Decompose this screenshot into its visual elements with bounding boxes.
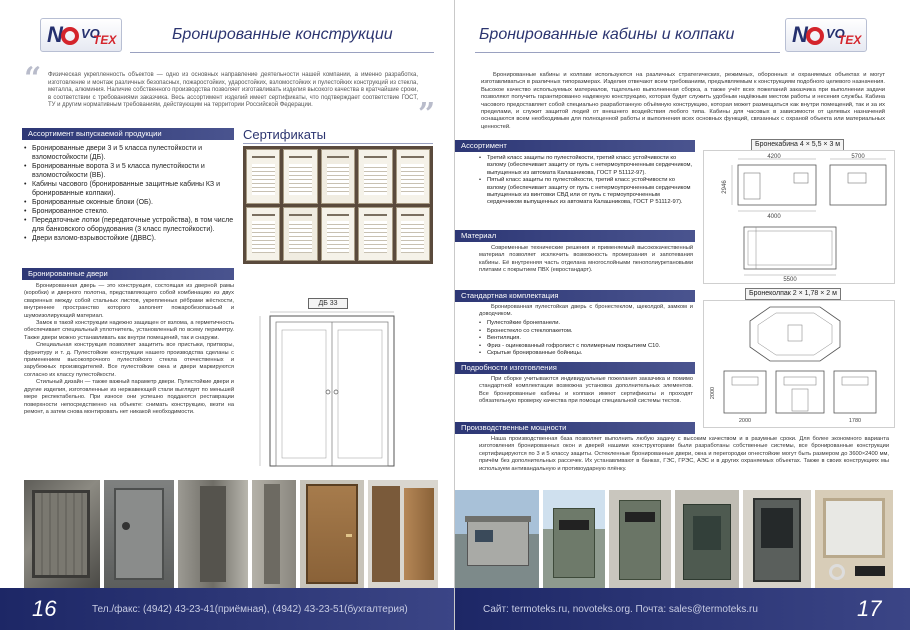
svg-text:5700: 5700	[851, 154, 865, 160]
cap-photo-2	[609, 490, 671, 588]
intro-quote: Физическая укрепленность объектов — одно из основных направление деятельности нашей компании, а именно разработка, изготовление и монтаж различных безопасных, пожаростойких, ударостойких, взломостойких и пулестойких конструкций из стекла, металла, алюминия. Наличие собственного производства позволяет изготавливать изделия высокого качества в кратчайшие сроки, в соответствии с требованиями заказчика. Весь ассортимент изделий имеет сертификаты, что подтверждает соответствие ГОСТ, ТУ и другим нормативным требованиям, действующим на территории Российской Федерации.	[48, 72, 418, 109]
steel-door-photo	[104, 480, 174, 588]
open-quote-icon: “	[24, 61, 42, 96]
page-title: Бронированные конструкции	[172, 26, 393, 43]
left-footer	[0, 588, 454, 630]
cabin-diagram	[703, 150, 895, 284]
list-item: • Кабины часового (бронированные защитные кабины КЗ и бронированные колпаки).	[24, 180, 234, 198]
cabin-photo	[455, 490, 539, 588]
right-header	[455, 14, 910, 58]
list-item: • Фриз - оцинкованный гофролист с полимерным покрытием С10.	[479, 343, 693, 351]
standard-heading: Стандартная комплектация	[455, 290, 695, 302]
list-item: • Бронированные оконные блоки (ОБ).	[24, 198, 234, 207]
svg-text:4000: 4000	[767, 214, 781, 220]
certificates-heading: Сертификаты	[243, 127, 326, 142]
certificate-image	[283, 149, 317, 204]
material-heading: Материал	[455, 230, 695, 242]
novotex-logo: N VO TEX	[40, 18, 122, 52]
doors-heading: Бронированные двери	[22, 268, 234, 280]
list-item: • Скрытые бронированные бойницы.	[479, 350, 693, 358]
vault-door-photo	[24, 480, 100, 588]
assortment-heading: Ассортимент	[455, 140, 695, 152]
list-item: • Бронированное стекло.	[24, 207, 234, 216]
cabin-drawing	[704, 151, 894, 283]
page-right	[455, 0, 910, 630]
certificate-image	[283, 207, 317, 262]
production-heading: Подробности изготовления	[455, 362, 695, 374]
certificate-image	[246, 149, 280, 204]
list-item: • Пулестойкие бронепанели.	[479, 320, 693, 328]
certificate-image	[246, 207, 280, 262]
cap-drawing	[704, 301, 894, 427]
certificate-image	[358, 207, 392, 262]
list-item: • Бронестекло со стеклопакетом.	[479, 328, 693, 336]
close-quote-icon: ”	[418, 97, 436, 132]
vault-door-open-photo	[178, 480, 248, 588]
standard-intro: Бронированная пулестойкая дверь с бронестеклом, щеколдой, замком и доводчиком.	[479, 304, 693, 318]
svg-text:1780: 1780	[848, 418, 862, 424]
page-number: 16	[32, 596, 57, 621]
cap-diagram	[703, 300, 895, 428]
certificate-image	[358, 149, 392, 204]
contact-phones: Тел./факс: (4942) 43-23-41(приёмная), (4942) 43-23-51(бухгалтерия)	[92, 604, 408, 615]
list-item: • Пятый класс защиты по пулестойкости, третий класс устойчивости ко взлому (обеспечивает защиту от пуль с нетермоупрочненным сердечником выпущенных из винтовки СВД или от пуль с термоупрочненным сердечником выпущенных из автомата Калашникова, ГОСТ Р 51112-97).	[479, 177, 693, 207]
capacity-heading: Производственные мощности	[455, 422, 695, 434]
page-number: 17	[857, 596, 882, 621]
certificate-image	[321, 207, 355, 262]
door-edge-photo	[252, 480, 296, 588]
material-text: Современные технические решения и применяемый высококачественный материал позволяет исключить возможность промерзания и запотевания кабины. Её внутренняя часть отделана многослойными пенополиуретановыми плитами с покрытием ПВХ (евростандарт).	[479, 245, 693, 274]
certificate-image	[396, 207, 430, 262]
page-title: Бронированные кабины и колпаки	[479, 26, 735, 43]
list-item: • Двери взломо-взрывостойкие (ДВВС).	[24, 234, 234, 243]
cabin-assortment-list	[479, 155, 693, 207]
door-drawing	[252, 310, 412, 470]
left-header	[0, 14, 454, 58]
certificates-gallery	[243, 146, 433, 264]
right-footer	[455, 588, 910, 630]
list-item: • Передаточные лотки (передаточные устройства), в том числе для банковского оборудования (3 класс пулестойкости).	[24, 216, 234, 234]
doors-text: Бронированная дверь — это конструкция, состоящая из дверной рамы (коробки) и дверного полотна, представляющего собой комбинацию из двух сваренных между собой стальных листов, укрепленных рёбрами жёсткости, внутреннее пространство которого заполнят пожаробезопасный и шумоизолирующий материал. Замок в такой конструкции надежно защищен от взлома, а герметичность обеспечивает специальный уплотнитель, установленный по всему периметру. Также двери можно устанавливать как внутри помещений, так и снаружи. Специальная конструкция позволяет защитить все пристыки, притворы, фурнитуру и т. д. Пулестойкие конструкции нашего производства сделаны с применением высокопрочного пулестойкого стекла отечественных и зарубежных производителей. Все пулестойкие окна и двери маркируются согласно их классу пулестойкости. Стильный дизайн — также важный параметр двери. Пулестойкие двери и другие изделия, изготовленные из нержавеющей стали выглядят по меньшей мере респектабельно. При износе они успешно поддаются реставрации поверхности непосредственно на объекте: снимать конструкцию, везти на ремонт, а затем снова монтировать нет никакой необходимости.	[24, 283, 234, 415]
svg-text:2000: 2000	[738, 418, 752, 424]
assortment-list	[24, 144, 234, 243]
assortment-heading: Ассортимент выпускаемой продукции	[22, 128, 234, 140]
svg-text:2000: 2000	[710, 386, 716, 400]
novotex-logo: N VO TEX	[785, 18, 867, 52]
cap-photo-3	[675, 490, 739, 588]
cap-photo-1	[543, 490, 605, 588]
list-item: • Бронированные двери 3 и 5 класса пулестойкости и взломостойкости (ДБ).	[24, 144, 234, 162]
certificate-image	[321, 149, 355, 204]
brown-door-photo	[300, 480, 364, 588]
svg-text:5500: 5500	[783, 277, 797, 283]
cabin-diagram-label: Бронекабина 4 × 5,5 × 3 м	[751, 139, 844, 151]
capacity-text: Наша производственная база позволяет выполнить любую задачу с высоким качеством и в разумные сроки. Для более экономного варианта изготовления бронированных окон и дверей нашими конструкторами были разработаны собственные системы, все бронированные конструкции сертифицируются по 3 и 5 классу защиты. Остекленные бронированные двери, окна и перегородки огнестойкие могут быть размером до 3600×2400 мм, причём без дополнительных рассечек. Их устанавливают в банках, ГЭС, ГРЭС, АЭС и в других охраняемых объектах. Также в своих конструкциях мы используем антивандальную и противоударную плёнку.	[479, 436, 889, 472]
list-item: • Третий класс защиты по пулестойкости, третий класс устойчивости ко взлому (обеспечивает защиту от пуль с нетермоупрочненным сердечником, выпущенных из автомата Калашникова, ГОСТ Р 51112-97).	[479, 155, 693, 177]
list-item: • Вентиляция.	[479, 335, 693, 343]
door-drawing-label: ДБ 33	[308, 298, 348, 309]
certificate-image	[396, 149, 430, 204]
cap-diagram-label: Бронеколпак 2 × 1,78 × 2 м	[745, 288, 841, 300]
armored-door-photo	[743, 490, 811, 588]
standard-list	[479, 320, 693, 358]
contact-web-email: Сайт: termoteks.ru, novoteks.org. Почта: sales@termoteks.ru	[483, 604, 758, 615]
production-text: При сборке учитываются индивидуальные пожелания заказчика и помимо стандартной комплектации возможна установка дополнительных элементов. Все бронированные кабины и колпаки имеют сертификаты и проходят обязательную проверку качества при помощи специальной системы тестов.	[479, 376, 693, 405]
armored-window-photo	[815, 490, 893, 588]
svg-text:2946: 2946	[722, 180, 728, 194]
list-item: • Бронированные ворота 3 и 5 класса пулестойкости и взломостойкости (ВБ).	[24, 162, 234, 180]
svg-text:4200: 4200	[767, 154, 781, 160]
open-door-photo	[368, 480, 438, 588]
right-intro: Бронированные кабины и колпаки используются на различных стратегических, режимных, оборонных и охраняемых объектах и могут изготавливаться в различных типоразмерах. Изделия отвечают всем требованиям, предъявляемым к конструкциям подобного целевого назначения. Высокое качество используемых материалов, тщательно выполненная сборка, а также учёт всех пожеланий заказчика при выполнении задачи позволяют получить гарантированно надежную конструкцию, которая будет служить удобным надёжным местом работы и несения службы. Кабина часового предоставляет собой специально разработанную объёмную конструкцию, которая может размещаться как внутри помещений, так и за их пределами, и служит защитой людей от внешнего воздействия любого типа. Кабины для часовых в зависимости от целевых назначений оснащаются всем необходимым для полноценной работы и выполнения всех основных функций, связанных с охраной объекта или материальных ценностей.	[481, 72, 885, 130]
